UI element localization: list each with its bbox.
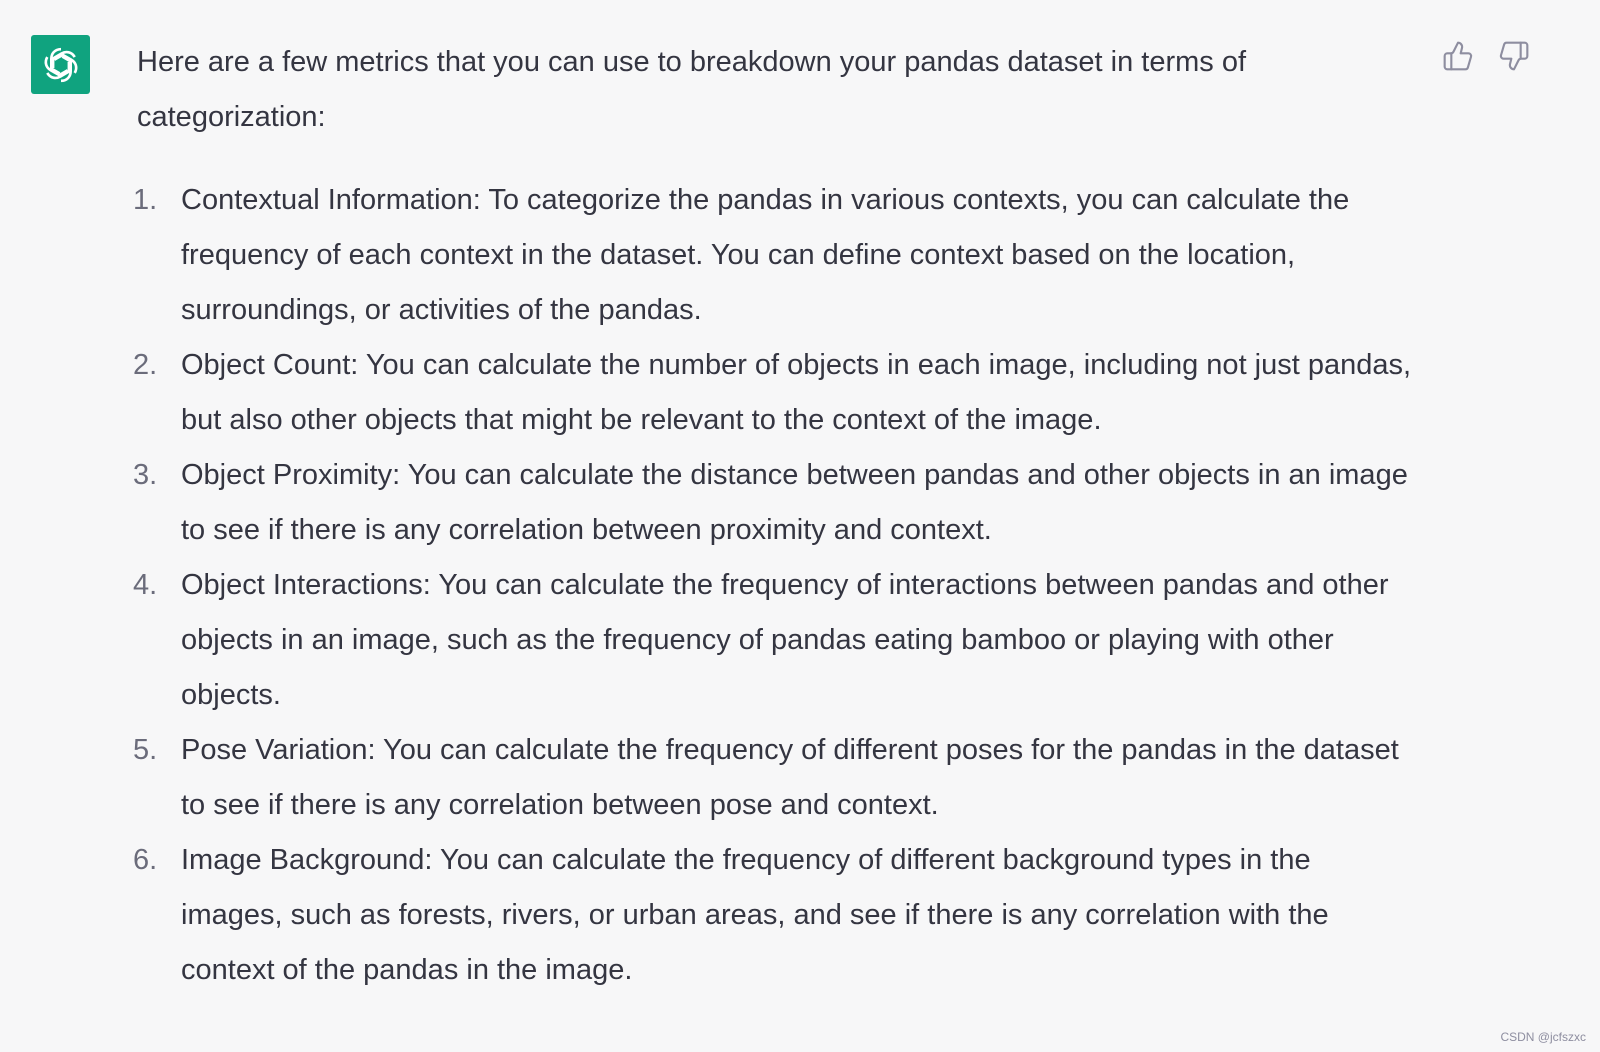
thumbs-down-button[interactable] [1498, 40, 1530, 72]
list-item-text: Object Count: You can calculate the number of objects in each image, including not just pandas, but also other objects that might be relevant to the context of the image. [181, 349, 1412, 436]
list-item-text: Pose Variation: You can calculate the frequency of different poses for the pandas in the dataset to see if there is any correlation between pose and context. [181, 734, 1399, 821]
list-item-text: Contextual Information: To categorize the pandas in various contexts, you can calculate the frequency of each context in the dataset. You can define context based on the location, surroundings, or activities of the pandas. [181, 184, 1350, 326]
assistant-message [133, 35, 1417, 998]
openai-logo-icon [39, 43, 83, 87]
list-item-text: Object Interactions: You can calculate the frequency of interactions between pandas and other objects in an image, such as the frequency of pandas eating bamboo or playing with other objects. [181, 569, 1389, 711]
message-intro: Here are a few metrics that you can use to breakdown your pandas dataset in terms of categorization: [137, 46, 1247, 133]
list-item-number: 2. [133, 349, 158, 381]
thumbs-down-icon [1498, 40, 1530, 72]
list-item-text: Object Proximity: You can calculate the distance between pandas and other objects in an image to see if there is any correlation between proximity and context. [181, 459, 1408, 546]
list-item-text: Image Background: You can calculate the frequency of different background types in the images, such as forests, rivers, or urban areas, and see if there is any correlation with the context of the pandas in the image. [181, 844, 1329, 986]
list-item-number: 4. [133, 569, 158, 601]
feedback-buttons [1442, 40, 1530, 72]
list-item-number: 1. [133, 184, 158, 216]
thumbs-up-button[interactable] [1442, 40, 1474, 72]
list-item-number: 6. [133, 844, 158, 876]
list-item [133, 833, 1417, 998]
metrics-list [133, 173, 1417, 998]
list-item [133, 448, 1417, 558]
thumbs-up-icon [1442, 40, 1474, 72]
watermark: CSDN @jcfszxc [1500, 1030, 1586, 1044]
list-item [133, 558, 1417, 723]
list-item [133, 723, 1417, 833]
list-item-number: 3. [133, 459, 158, 491]
list-item-number: 5. [133, 734, 158, 766]
assistant-avatar [31, 35, 90, 94]
list-item [133, 173, 1417, 338]
list-item [133, 338, 1417, 448]
